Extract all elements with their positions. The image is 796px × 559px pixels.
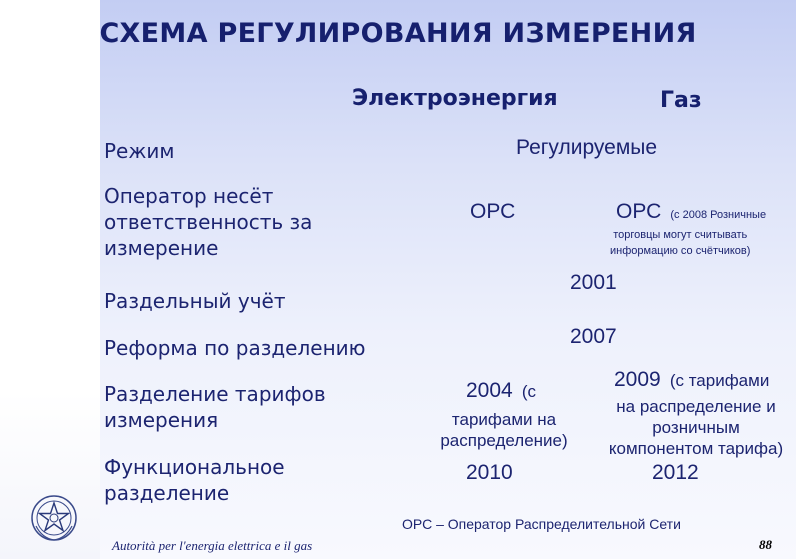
row-label-reform: Реформа по разделению — [104, 336, 366, 360]
operator-gas-cell — [616, 200, 766, 224]
tariff-electricity-note-line: распределение) — [440, 431, 568, 450]
tariff-gas-note-inline: (с тарифами — [669, 371, 770, 390]
page-number: 88 — [759, 537, 772, 552]
row-label-operator-line: Оператор несёт — [104, 184, 274, 208]
operator-electricity-value: ОРС — [470, 200, 516, 223]
tariff-electricity-note-inline: (с — [521, 382, 536, 401]
accounting-value: 2001 — [570, 271, 617, 294]
functional-electricity-value: 2010 — [466, 461, 513, 484]
row-label-tariff-line: Разделение тарифов — [104, 382, 326, 406]
row-label-operator-line: измерение — [104, 236, 219, 260]
row-label-functional — [104, 454, 285, 506]
left-sidebar-panel — [0, 0, 100, 559]
row-label-operator-line: ответственность за — [104, 210, 313, 234]
row-label-tariff — [104, 381, 326, 433]
row-label-functional-line: разделение — [104, 481, 230, 505]
tariff-electricity-year: 2004 — [466, 379, 513, 402]
functional-gas-value: 2012 — [652, 461, 699, 484]
column-header-gas: Газ — [660, 88, 702, 113]
row-label-operator — [104, 183, 312, 261]
operator-gas-value: ОРС — [616, 200, 662, 223]
tariff-electricity-cell — [466, 379, 536, 403]
tariff-electricity-note-line: тарифами на — [451, 410, 557, 429]
row-label-functional-line: Функциональное — [104, 455, 285, 479]
row-label-regime: Режим — [104, 139, 175, 163]
tariff-gas-note — [598, 396, 794, 459]
tariff-gas-year: 2009 — [614, 368, 661, 391]
regime-value: Регулируемые — [516, 136, 658, 159]
row-label-accounting: Раздельный учёт — [104, 289, 286, 313]
emblem-icon — [28, 492, 80, 544]
tariff-gas-note-line: компонентом тарифа) — [608, 439, 784, 458]
reform-value: 2007 — [570, 325, 617, 348]
footnote-opc: ОРС – Оператор Распределительной Сети — [402, 516, 681, 532]
column-header-electricity: Электроэнергия — [352, 86, 558, 111]
operator-gas-note-line: информацию со счётчиков) — [610, 245, 751, 257]
row-label-tariff-line: измерения — [104, 408, 219, 432]
operator-gas-note-line: торговцы могут считывать — [613, 229, 748, 241]
tariff-gas-note-line: розничным — [652, 418, 740, 437]
operator-gas-note-inline: (с 2008 Розничные — [670, 209, 767, 221]
tariff-electricity-note — [436, 409, 572, 451]
tariff-gas-cell — [614, 368, 769, 392]
footer-authority-name: Autorità per l'energia elettrica e il gas — [112, 538, 313, 553]
tariff-gas-note-line: на распределение и — [616, 397, 776, 416]
slide-title: СХЕМА РЕГУЛИРОВАНИЯ ИЗМЕРЕНИЯ — [99, 18, 697, 49]
operator-gas-note — [610, 227, 750, 259]
